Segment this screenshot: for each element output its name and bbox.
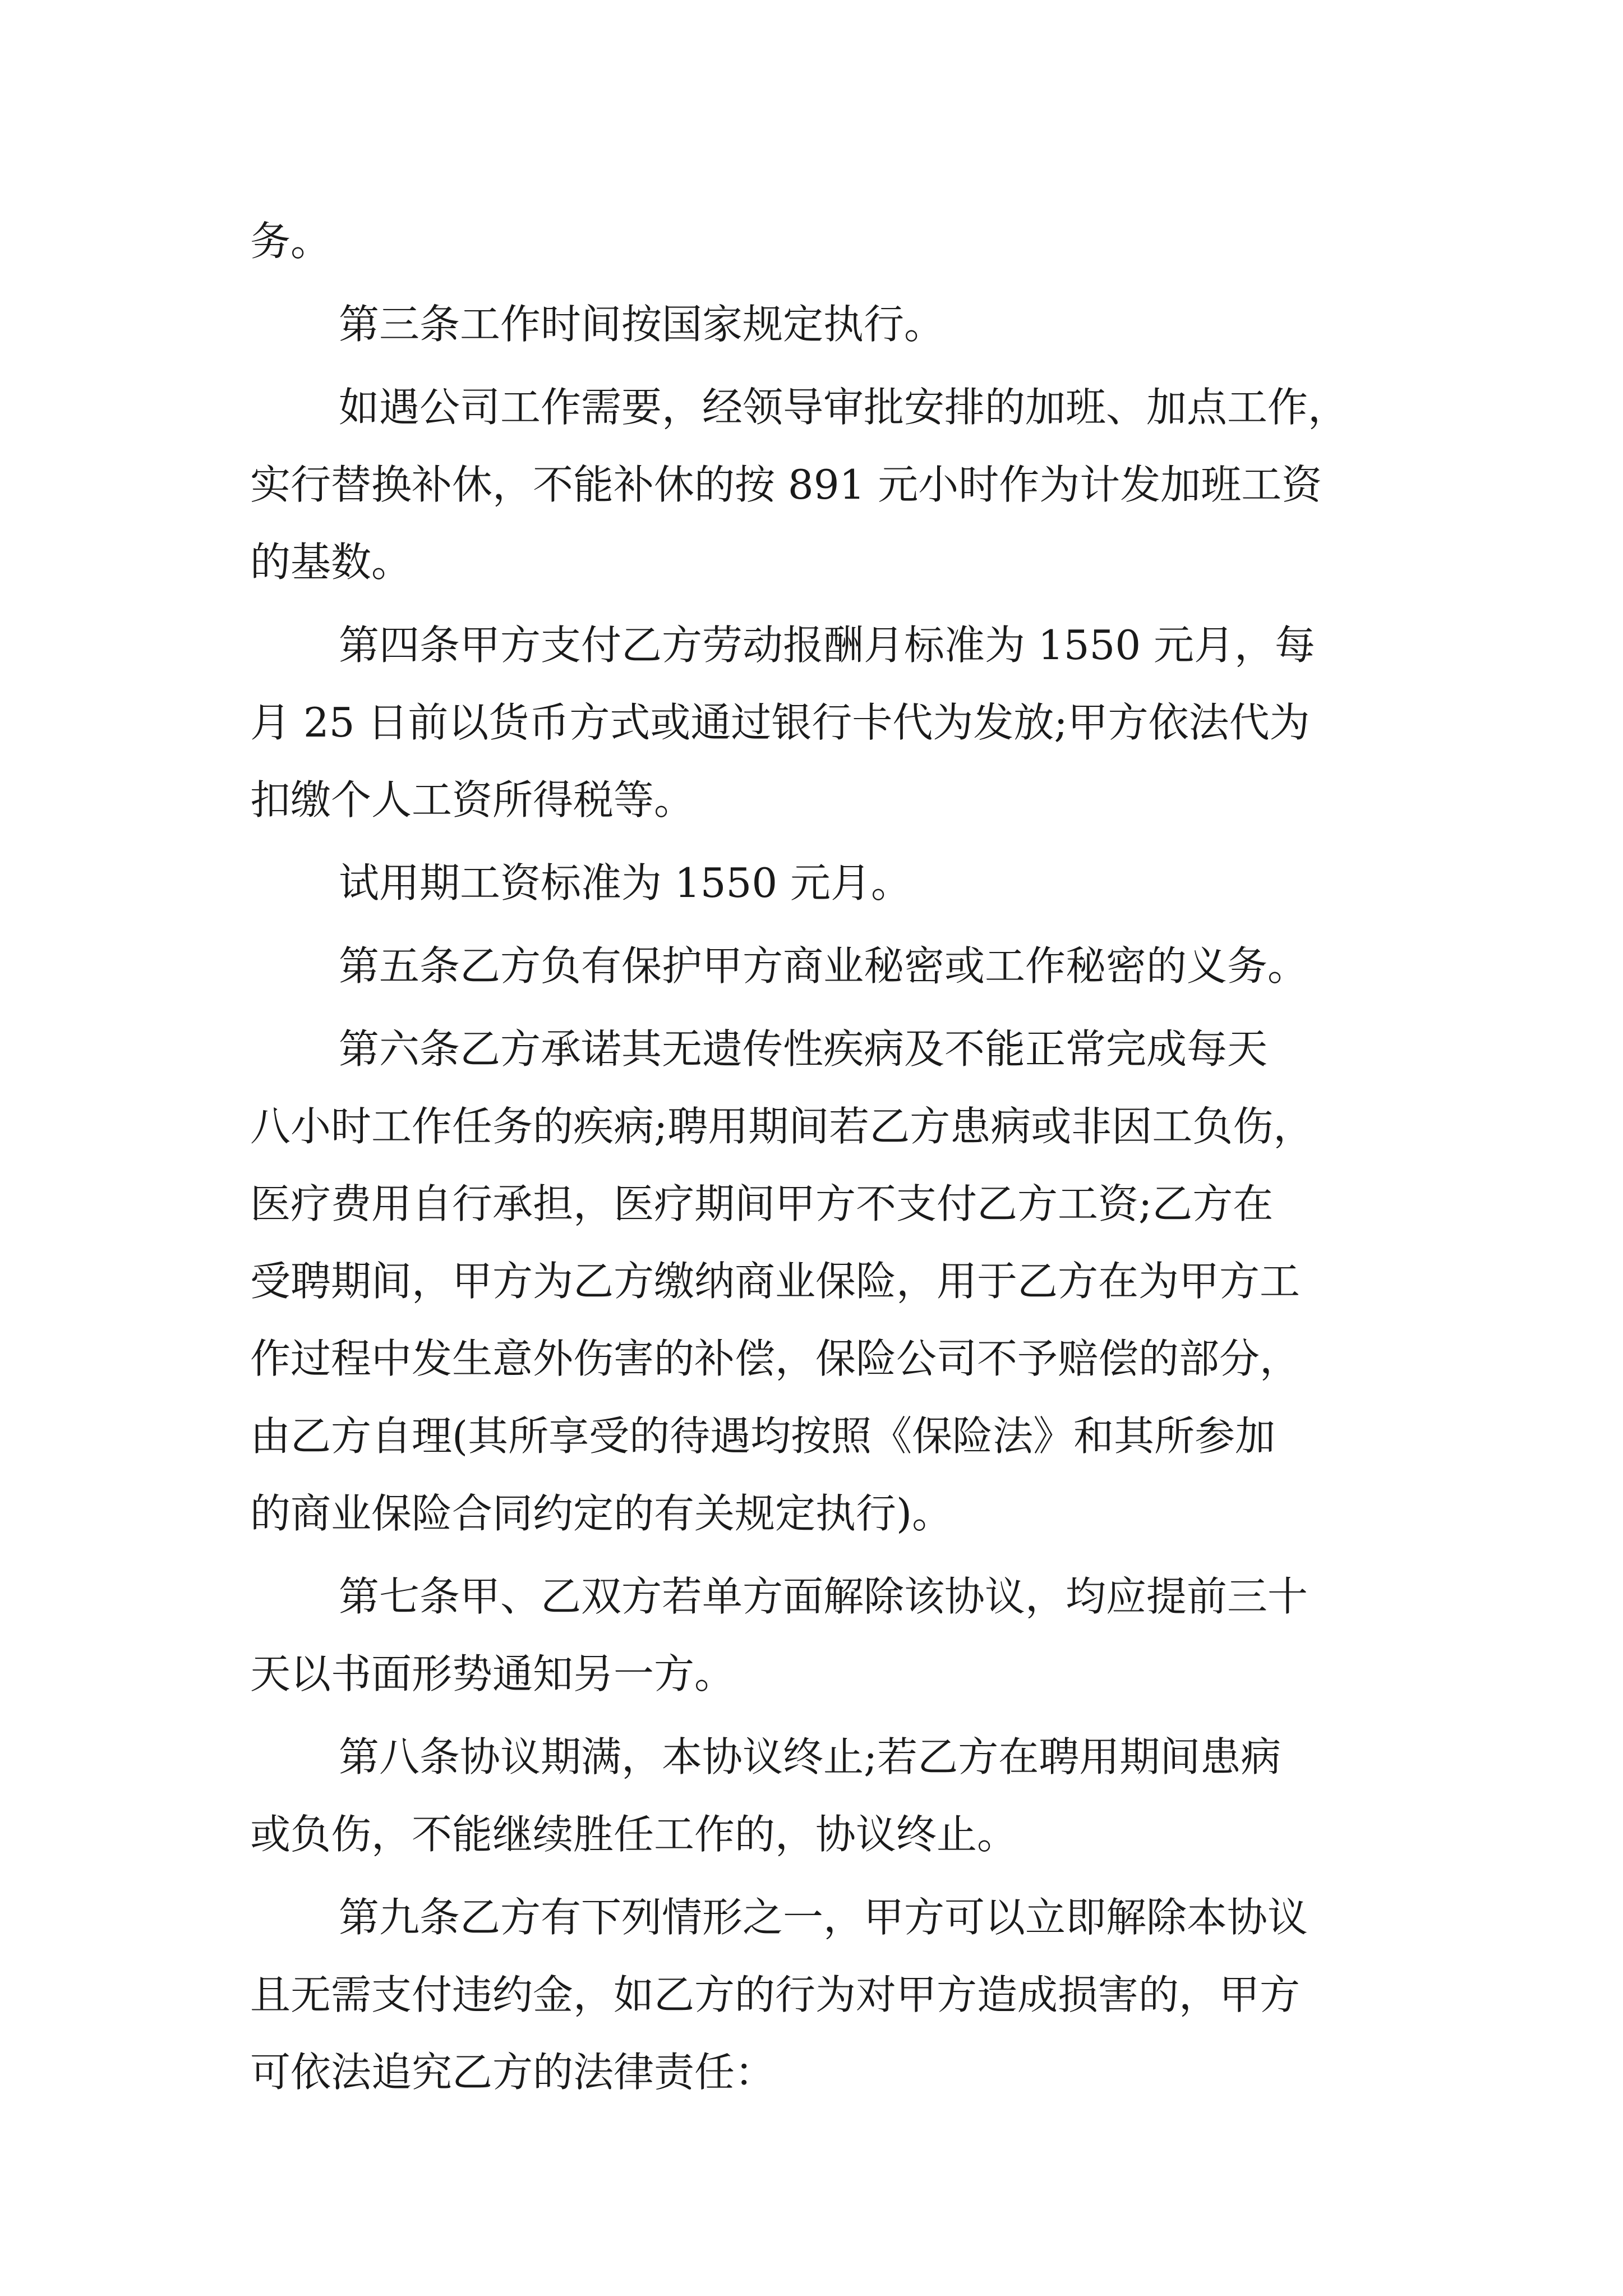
text-line-6: 第四条甲方支付乙方劳动报酬月标准为 1550 元月，每 bbox=[339, 622, 1316, 669]
text-line-22: 第九条乙方有下列情形之一，甲方可以立即解除本协议 bbox=[339, 1894, 1308, 1941]
text-line-9: 试用期工资标准为 1550 元月。 bbox=[339, 859, 912, 907]
text-line-12: 八小时工作任务的疾病;聘用期间若乙方患病或非因工负伤， bbox=[250, 1103, 1314, 1150]
text-line-1: 务。 bbox=[250, 218, 331, 265]
text-line-11: 第六条乙方承诺其无遗传性疾病及不能正常完成每天 bbox=[339, 1025, 1268, 1073]
text-line-15: 作过程中发生意外伤害的补偿，保险公司不予赔偿的部分， bbox=[250, 1335, 1301, 1382]
text-line-3: 如遇公司工作需要，经领导审批安排的加班、加点工作， bbox=[339, 384, 1349, 431]
text-line-5: 的基数。 bbox=[250, 539, 412, 586]
text-line-17: 的商业保险合同约定的有关规定执行)。 bbox=[250, 1490, 953, 1537]
text-line-24: 可依法追究乙方的法律责任： bbox=[250, 2049, 776, 2096]
text-line-23: 且无需支付违约金，如乙方的行为对甲方造成损害的，甲方 bbox=[250, 1971, 1301, 2018]
text-line-20: 第八条协议期满，本协议终止;若乙方在聘用期间患病 bbox=[339, 1733, 1281, 1780]
text-line-10: 第五条乙方负有保护甲方商业秘密或工作秘密的义务。 bbox=[339, 942, 1308, 990]
text-line-16: 由乙方自理(其所享受的待遇均按照《保险法》和其所参加 bbox=[250, 1412, 1276, 1460]
text-line-2: 第三条工作时间按国家规定执行。 bbox=[339, 301, 945, 348]
text-line-19: 天以书面形势通知另一方。 bbox=[250, 1650, 735, 1697]
text-line-7: 月 25 日前以货币方式或通过银行卡代为发放;甲方依法代为 bbox=[250, 699, 1310, 746]
text-line-21: 或负伤，不能继续胜任工作的，协议终止。 bbox=[250, 1811, 1018, 1858]
text-line-18: 第七条甲、乙双方若单方面解除该协议，均应提前三十 bbox=[339, 1573, 1308, 1620]
text-line-8: 扣缴个人工资所得税等。 bbox=[250, 776, 695, 823]
text-line-14: 受聘期间，甲方为乙方缴纳商业保险，用于乙方在为甲方工 bbox=[250, 1258, 1301, 1305]
text-line-4: 实行替换补休，不能补休的按 891 元小时作为计发加班工资 bbox=[250, 461, 1322, 508]
text-line-13: 医疗费用自行承担，医疗期间甲方不支付乙方工资;乙方在 bbox=[250, 1180, 1274, 1227]
